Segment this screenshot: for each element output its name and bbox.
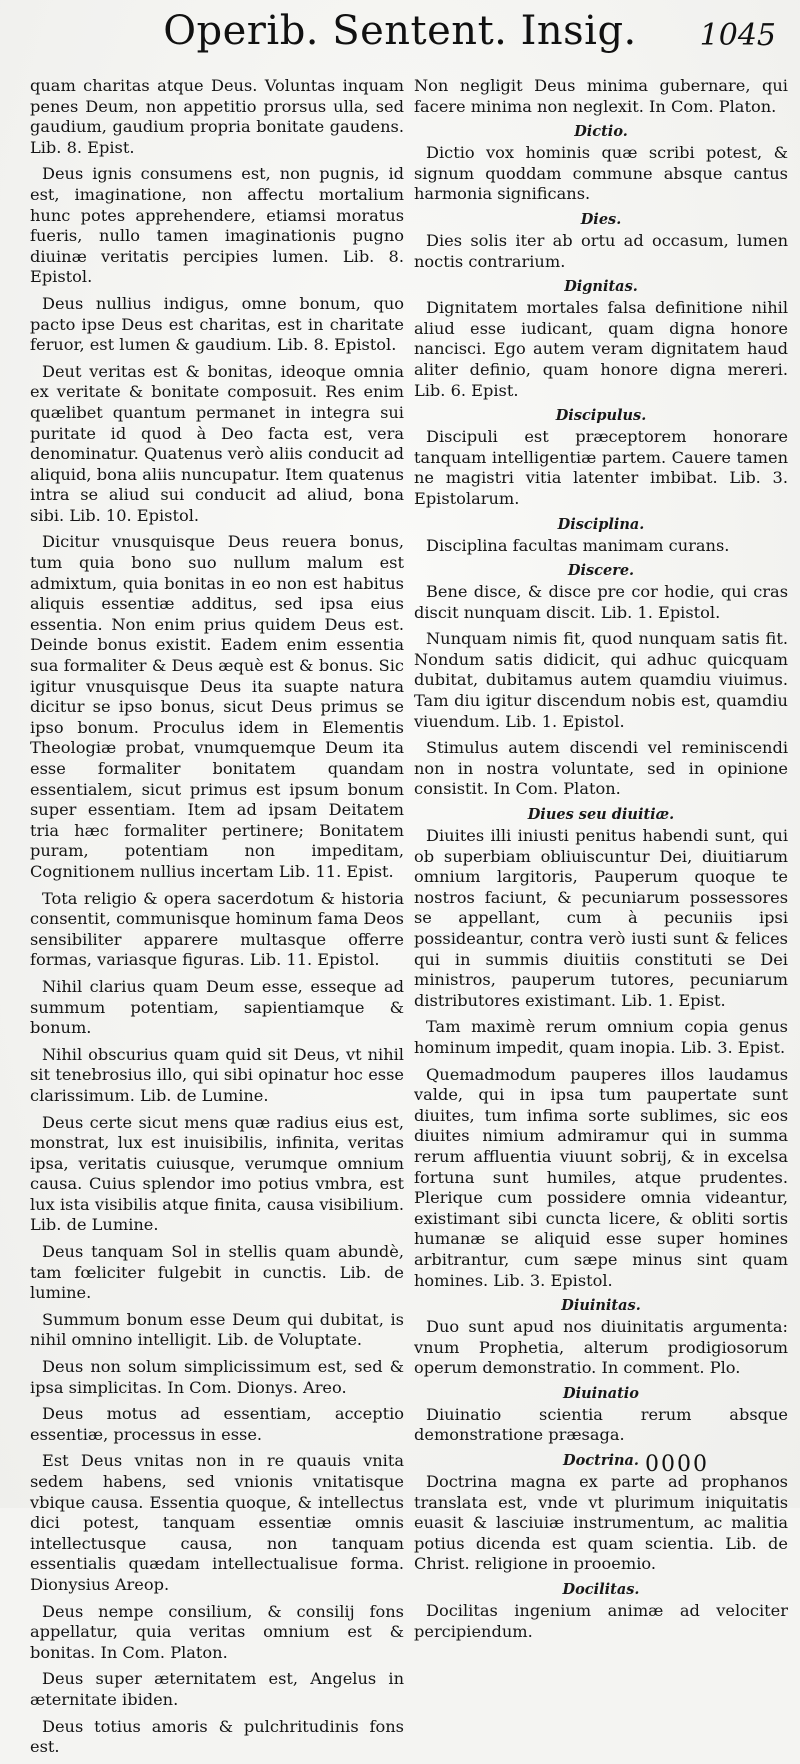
paragraph: Disciplina facultas manimam curans. — [426, 535, 730, 555]
paragraph: Deus ignis consumens est, non pugnis, id est, imaginatione, non affectu mortalium hunc potes apprehendere, etiamsi moratus fueris, nullo tamen imaginationis pugno diuinæ veritatis percipies lumen. Lib. 8. Epistol. — [30, 164, 404, 287]
entry-heading: Dictio. — [574, 123, 628, 141]
entry-heading: Doctrina. — [563, 1452, 639, 1470]
paragraph: Dignitatem mortales falsa definitione nihil aliud esse iudicant, quam digna honore nancisci. Ego autem veram dignitatem haud aliter definio, quam honore digna mereri. Lib. 6. Epist. — [414, 298, 788, 400]
paragraph: Duo sunt apud nos diuinitatis argumenta: vnum Prophetia, alterum prodigiosorum operum demonstratio. In comment. Plo. — [414, 1317, 788, 1378]
paragraph: Diuites illi iniusti penitus habendi sunt, qui ob superbiam obliuiscuntur Dei, diuitiarum omnium largitoris, Pauperum quoque te nostros faciunt, & pecuniarum possessores se appellant, cum à pecuniis ipsi possideantur, contra verò iusti sunt & felices qui in summis diuitiis constituti se Dei ministros, pauperum tutores, pecuniarum distributores existimant. Lib. 1. Epist. — [414, 826, 788, 1010]
left-column — [30, 76, 404, 1764]
paragraph: Dies solis iter ab ortu ad occasum, lumen noctis contrarium. — [414, 230, 788, 271]
paragraph: quam charitas atque Deus. Voluntas inquam penes Deum, non appetitio prorsus ulla, sed gaudium, gaudium propria bonitate gaudens. Lib. 8. Epist. — [30, 76, 404, 157]
paragraph: Deus totius amoris & pulchritudinis fons est. — [30, 1716, 404, 1757]
paragraph: Deus non solum simplicissimum est, sed & ipsa simplicitas. In Com. Dionys. Areo. — [30, 1357, 404, 1397]
paragraph: Dicitur vnusquisque Deus reuera bonus, tum quia bono suo nullum malum est admixtum, quia bonitas in eo non est habitus aliquis essentiæ additus, sed ipsa eius essentia. Non enim prius quidem Deus est. Deinde bonus existit. Eadem enim essentia sua formaliter & Deus æquè est & bonus. Sic igitur vnusquisque Deus ita suapte natura dicitur se ipso bonus, sicut Deus primus se ipso bonum. Proculus idem in Elementis Theologiæ probat, vnumquemque Deum ita esse formaliter bonitatem quandam essentialem, sicut primus est ipsum bonum super essentiam. Item ad ipsam Deitatem tria hæc formaliter pertinere; Bonitatem puram, potentiam non impeditam, Cognitionem nullius incertam Lib. 11. Epist. — [30, 532, 404, 881]
paragraph: Deus nullius indigus, omne bonum, quo pacto ipse Deus est charitas, est in charitate feruor, est lumen & gaudium. Lib. 8. Epistol. — [30, 293, 404, 355]
entry-heading: Dignitas. — [564, 278, 638, 296]
paragraph: Docilitas ingenium animæ ad velociter percipiendum. — [414, 1601, 788, 1641]
entry-heading: Discipulus. — [555, 407, 647, 425]
paragraph: Discipuli est præceptorem honorare tanquam intelligentiæ partem. Cauere tamen ne magistri vitia latenter imbibat. Lib. 3. Epistolarum. — [414, 427, 788, 508]
entry-heading: Disciplina. — [557, 515, 645, 533]
paragraph: Tota religio & opera sacerdotum & historia consentit, communisque hominum fama Deos sensibiliter apparere multasque offerre formas, variasque figuras. Lib. 11. Epistol. — [30, 888, 404, 970]
paragraph: Nihil clarius quam Deum esse, esseque ad summum potentiam, sapientiamque & bonum. — [30, 976, 404, 1038]
right-column — [414, 76, 788, 1648]
entry-heading: Discere. — [567, 562, 635, 580]
paragraph: Non negligit Deus minima gubernare, qui facere minima non neglexit. In Com. Platon. — [414, 76, 788, 116]
paragraph: Dictio vox hominis quæ scribi potest, & signum quoddam commune absque cantus harmonia significans. — [414, 143, 788, 204]
paragraph: Nihil obscurius quam quid sit Deus, vt nihil sit tenebrosius illo, qui sibi opinatur hoc esse clarissimum. Lib. de Lumine. — [30, 1044, 404, 1105]
paragraph: Est Deus vnitas non in re quauis vnita sedem habens, sed vnionis vnitatisque vbique causa. Essentia quoque, & intellectus dici potest, tanquam essentiæ omnis intellectusque causa, non tanquam essentialis quædam intellectualisue forma. Dionysius Areop. — [30, 1451, 404, 1594]
paragraph: Bene disce, & disce pre cor hodie, qui cras discit nunquam discit. Lib. 1. Epistol. — [414, 582, 788, 622]
catchword: 0000 — [645, 1452, 709, 1477]
paragraph: Summum bonum esse Deum qui dubitat, is nihil omnino intelligit. Lib. de Voluptate. — [30, 1309, 404, 1350]
entry-heading: Diuinatio — [563, 1384, 639, 1402]
paragraph: Deut veritas est & bonitas, ideoque omnia ex veritate & bonitate composuit. Res enim quælibet quantum permanet in integra sui puritate id quod à Deo facta est, vera denominatur. Quatenus verò aliis conducit ad aliquid, bona aliis nuncupatur. Item quatenus intra se aliud sui conducit ad aliud, bona sibi. Lib. 10. Epistol. — [30, 361, 404, 525]
paragraph: Quemadmodum pauperes illos laudamus valde, qui in ipsa tum paupertate sunt diuites, tum infima sorte sublimes, sic eos diuites nimium admiramur qui in summa rerum affluentia viuunt sobrij, & in excelsa fortuna sunt humiles, atque prudentes. Plerique cum possidere omnia videantur, existimant sibi cuncta licere, & obliti sortis humanæ se aliquid esse super homines arbitrantur, cum sæpe minus sint quam homines. Lib. 3. Epistol. — [414, 1064, 788, 1290]
paragraph: Nunquam nimis fit, quod nunquam satis fit. Nondum satis didicit, qui adhuc quicquam dubitat, dubitamus autem quamdiu viuimus. Tam diu igitur discendum nobis est, quamdiu viuendum. Lib. 1. Epistol. — [414, 629, 788, 731]
paragraph: Diuinatio scientia rerum absque demonstratione præsaga. — [414, 1404, 788, 1445]
paragraph: Tam maximè rerum omnium copia genus hominum impedit, quam inopia. Lib. 3. Epist. — [414, 1017, 788, 1057]
running-title: Operib. Sentent. Insig. — [163, 8, 637, 54]
paragraph: Stimulus autem discendi vel reminiscendi non in nostra voluntate, sed in opinione consistit. In Com. Platon. — [414, 738, 788, 799]
entry-heading: Docilitas. — [562, 1581, 640, 1599]
paragraph: Deus motus ad essentiam, acceptio essentiæ, processus in esse. — [30, 1404, 404, 1444]
paragraph: Deus certe sicut mens quæ radius eius est, monstrat, lux est inuisibilis, infinita, veritas ipsa, veritatis cuiusque, verumque omnium causa. Cuius splendor imo potius vmbra, est lux ista visibilis atque finita, causa visibilium. Lib. de Lumine. — [30, 1112, 404, 1235]
paragraph: Deus nempe consilium, & consilij fons appellatur, quia veritas omnium est & bonitas. In Com. Platon. — [30, 1601, 404, 1662]
entry-heading: Diues seu diuitiæ. — [527, 806, 675, 824]
entry-heading: Dies. — [580, 210, 622, 228]
paragraph: Deus super æternitatem est, Angelus in æternitate ibiden. — [30, 1669, 404, 1709]
entry-heading: Diuinitas. — [561, 1297, 641, 1315]
paragraph: Doctrina magna ex parte ad prophanos translata est, vnde vt plurimum iniquitatis euasit & lasciuiæ instrumentum, ac malitia potius dicenda est quam scientia. Lib. de Christ. religione in prooemio. — [414, 1472, 788, 1574]
page-number: 1045 — [699, 18, 776, 53]
paragraph: Deus tanquam Sol in stellis quam abundè, tam fœliciter fulgebit in cunctis. Lib. de lumine. — [30, 1242, 404, 1303]
